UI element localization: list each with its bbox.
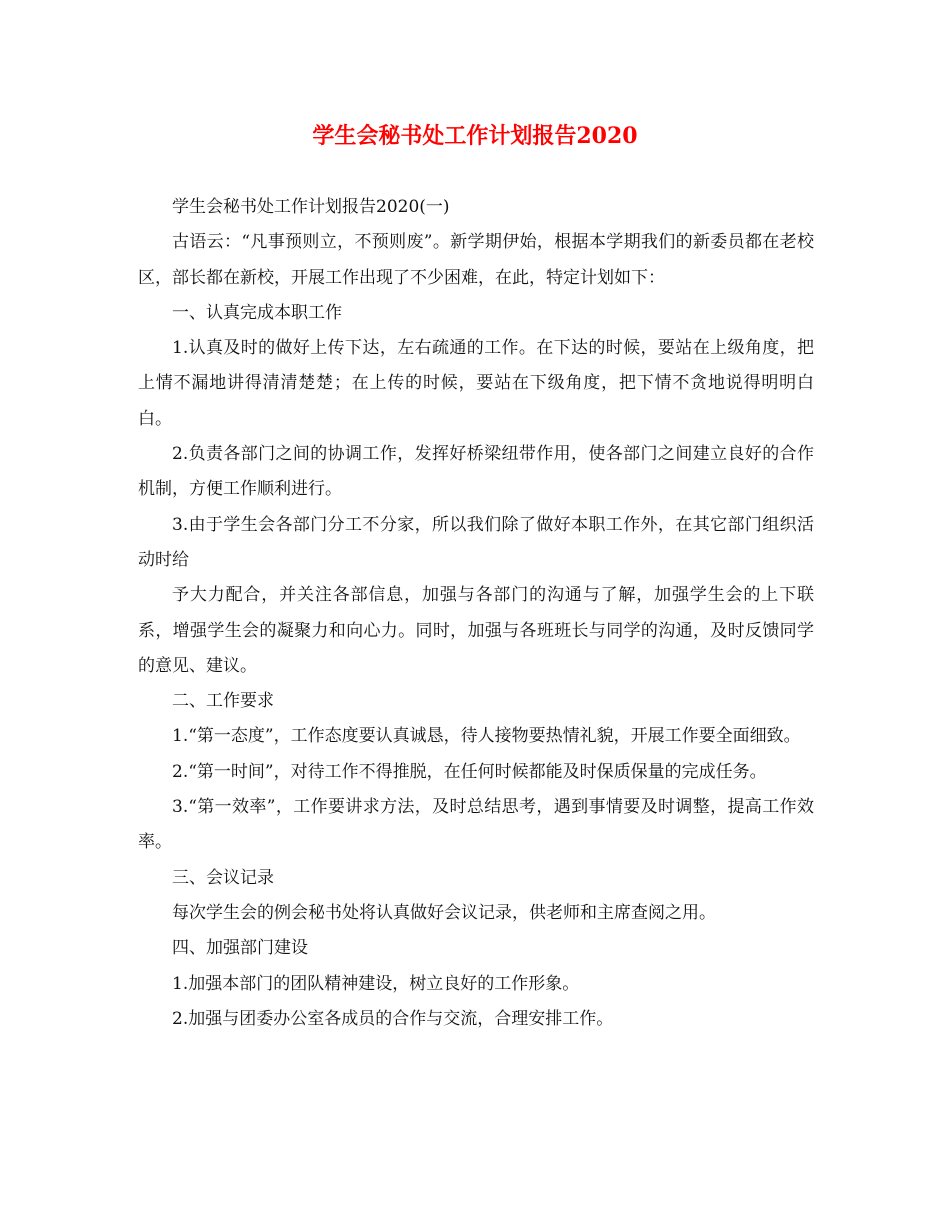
section-heading-4: 四、加强部门建设 bbox=[172, 938, 308, 959]
paragraph-item: 2.负责各部门之间的协调工作，发挥好桥梁纽带作用，使各部门之间建立良好的合作机制，方便工作顺利进行。 bbox=[138, 444, 814, 500]
paragraph-item: 1.加强本部门的团队精神建设，树立良好的工作形象。 bbox=[172, 973, 580, 994]
paragraph-item: 1.认真及时的做好上传下达，左右疏通的工作。在下达的时候，要站在上级角度，把上情不漏地讲得清清楚楚；在上传的时候，要站在下级角度，把下情不贪地说得明明白白。 bbox=[138, 338, 814, 429]
paragraph-item: 2.加强与团委办公室各成员的合作与交流，合理安排工作。 bbox=[172, 1008, 614, 1029]
section-heading-1: 一、认真完成本职工作 bbox=[172, 302, 342, 323]
paragraph-item: 2.“第一时间”，对待工作不得推脱，在任何时候都能及时保质保量的完成任务。 bbox=[172, 761, 767, 782]
paragraph-item: 1.“第一态度”，工作态度要认真诚恳，待人接物要热情礼貌，开展工作要全面细致。 bbox=[172, 726, 801, 747]
document-body bbox=[138, 190, 814, 1037]
paragraph-item: 3.由于学生会各部门分工不分家，所以我们除了做好本职工作外，在其它部门组织活动时给 bbox=[138, 514, 814, 570]
document-title: 学生会秘书处工作计划报告2020 bbox=[312, 123, 638, 149]
section-heading-3: 三、会议记录 bbox=[172, 867, 274, 888]
paragraph-item: 每次学生会的例会秘书处将认真做好会议记录，供老师和主席查阅之用。 bbox=[172, 902, 716, 923]
section-heading-2: 二、工作要求 bbox=[172, 691, 274, 712]
paragraph-item: 3.“第一效率”，工作要讲求方法，及时总结思考，遇到事情要及时调整，提高工作效率。 bbox=[138, 797, 814, 853]
paragraph-continuation: 予大力配合，并关注各部信息，加强与各部门的沟通与了解，加强学生会的上下联系，增强学生会的凝聚力和向心力。同时，加强与各班班长与同学的沟通，及时反馈同学的意见、建议。 bbox=[138, 585, 814, 676]
paragraph-intro: 古语云：“凡事预则立，不预则废”。新学期伊始，根据本学期我们的新委员都在老校区，部长都在新校，开展工作出现了不少困难，在此，特定计划如下： bbox=[138, 232, 814, 288]
paragraph-subtitle: 学生会秘书处工作计划报告2020(一) bbox=[172, 197, 450, 217]
